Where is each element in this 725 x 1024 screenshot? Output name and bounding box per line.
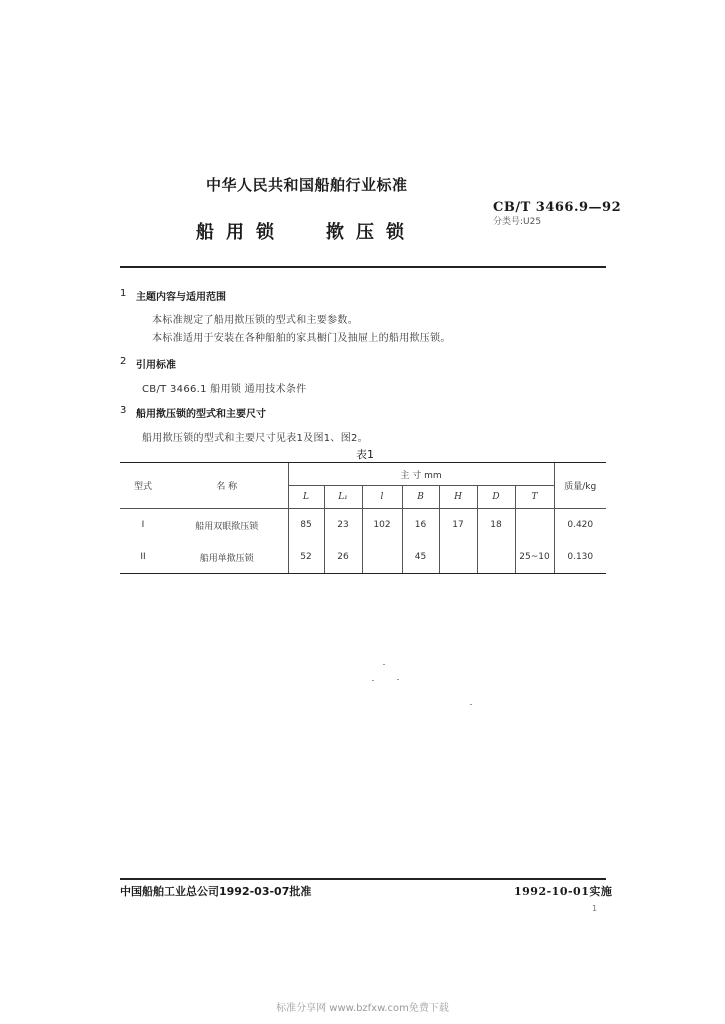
section-2-heading: 引用标准 bbox=[136, 360, 176, 371]
scan-speck bbox=[372, 680, 374, 681]
col-header-B: B bbox=[402, 486, 439, 509]
scan-speck bbox=[383, 664, 385, 665]
col-header-L: L bbox=[288, 486, 324, 509]
section-3-heading: 船用揿压锁的型式和主要尺寸 bbox=[136, 409, 266, 420]
cell-D bbox=[477, 541, 515, 574]
cell-L1: 23 bbox=[324, 509, 362, 542]
cell-mass: 0.420 bbox=[554, 509, 606, 542]
col-header-H: H bbox=[439, 486, 477, 509]
document-title-sub: 揿压锁 bbox=[326, 222, 416, 243]
approval-line: 中国船舶工业总公司1992-03-07批准 bbox=[120, 885, 312, 898]
section-2-number: 2 bbox=[120, 356, 127, 367]
cell-name: 船用双眼揿压锁 bbox=[195, 521, 259, 532]
cell-l: 102 bbox=[362, 509, 402, 542]
issuing-body: 中华人民共和国船舶行业标准 bbox=[206, 176, 408, 194]
col-header-T: T bbox=[515, 486, 554, 509]
col-header-L1: L₁ bbox=[324, 486, 362, 509]
cell-l bbox=[362, 541, 402, 574]
cell-name: 船用单揿压锁 bbox=[166, 541, 288, 574]
col-header-dimensions: 主 寸 mm bbox=[288, 463, 554, 486]
cell-mass: 0.130 bbox=[554, 541, 606, 574]
dimension-table bbox=[120, 462, 606, 574]
scan-speck bbox=[470, 704, 472, 705]
cell-B: 16 bbox=[402, 509, 439, 542]
cell-L1: 26 bbox=[324, 541, 362, 574]
section-1-number: 1 bbox=[120, 288, 127, 299]
site-watermark: 标准分享网 www.bzfxw.com免费下载 bbox=[276, 1003, 449, 1014]
standard-code: CB/T 3466.9—92 bbox=[493, 200, 622, 215]
section-2-paragraph: CB/T 3466.1 船用锁 通用技术条件 bbox=[142, 384, 307, 395]
header-rule bbox=[120, 266, 606, 268]
cell-T: 25~10 bbox=[515, 541, 554, 574]
cell-T bbox=[515, 509, 554, 542]
table-caption: 表1 bbox=[356, 448, 374, 461]
col-header-D: D bbox=[477, 486, 515, 509]
cell-L: 52 bbox=[288, 541, 324, 574]
col-header-name: 名 称 bbox=[166, 463, 288, 509]
col-header-l: l bbox=[362, 486, 402, 509]
cell-D: 18 bbox=[477, 509, 515, 542]
cell-H bbox=[439, 541, 477, 574]
section-3-number: 3 bbox=[120, 405, 127, 416]
cell-B: 45 bbox=[402, 541, 439, 574]
col-header-mass: 质量/kg bbox=[554, 463, 606, 509]
table-row bbox=[120, 541, 606, 574]
col-header-type: 型式 bbox=[120, 463, 166, 509]
document-title-main: 船用锁 bbox=[196, 222, 286, 243]
table-row bbox=[120, 509, 606, 542]
cell-H: 17 bbox=[439, 509, 477, 542]
footer-rule bbox=[120, 878, 606, 880]
section-1-heading: 主题内容与适用范围 bbox=[136, 292, 226, 303]
cell-type: II bbox=[120, 541, 166, 574]
scan-speck bbox=[397, 679, 399, 680]
page-number: 1 bbox=[592, 904, 598, 913]
section-1-paragraph: 本标准规定了船用揿压锁的型式和主要参数。 bbox=[152, 315, 358, 326]
classification-number: 分类号:U25 bbox=[493, 217, 542, 227]
cell-type: I bbox=[141, 520, 145, 530]
section-3-paragraph: 船用揿压锁的型式和主要尺寸见表1及图1、图2。 bbox=[142, 433, 368, 444]
implementation-date: 1992-10-01实施 bbox=[514, 885, 613, 898]
cell-L: 85 bbox=[288, 509, 324, 542]
section-1-paragraph: 本标准适用于安装在各种船舶的家具橱门及抽屉上的船用揿压锁。 bbox=[152, 333, 451, 344]
